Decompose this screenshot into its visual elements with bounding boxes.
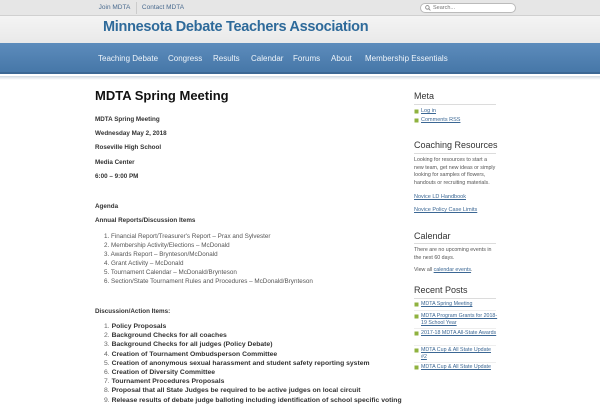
recent-post-link[interactable]: MDTA Spring Meeting: [421, 301, 473, 307]
post-location: Roseville High School: [95, 144, 162, 151]
join-mdta-link[interactable]: Join MDTA: [93, 2, 137, 14]
recent-post-item[interactable]: [414, 313, 498, 328]
recent-posts-title: Recent Posts: [414, 285, 468, 295]
site-title[interactable]: Minnesota Debate Teachers Association: [103, 19, 369, 35]
recent-post-link[interactable]: MDTA Cup & All State Update: [421, 364, 491, 370]
recent-post-item[interactable]: [414, 301, 498, 308]
comments-rss-label: Comments RSS: [421, 117, 461, 123]
post-room: Media Center: [95, 159, 135, 166]
list-item: Tournament Calendar – McDonald/Brynteson: [110, 269, 237, 277]
recent-post-item[interactable]: [414, 330, 498, 337]
recent-post-item[interactable]: [414, 347, 498, 362]
recent-post-item[interactable]: [414, 364, 498, 371]
list-item: Financial Report/Treasurer's Report – Prax and Sylvester: [111, 233, 271, 240]
nav-item-congress[interactable]: Congress: [168, 54, 203, 63]
list-item: Grant Activity – McDonald: [111, 260, 184, 268]
nav-item-forums[interactable]: Forums: [293, 54, 321, 63]
bullet-icon: [414, 365, 419, 370]
bullet-icon: [414, 302, 419, 307]
calendar-events-link[interactable]: calendar events: [433, 267, 472, 273]
agenda-label: Agenda: [95, 203, 119, 210]
calendar-widget-title: Calendar: [414, 231, 451, 241]
divider: [414, 243, 496, 244]
main-nav: [0, 43, 600, 74]
log-in-label: Log in: [421, 108, 436, 114]
list-item: Policy Proposals: [111, 323, 167, 330]
calendar-view-all: [414, 267, 496, 275]
coaching-resources-text: Looking for resources to start a new team, get new ideas or simply looking for samples of flowers, handouts or recruiting materials.: [414, 157, 496, 186]
bullet-icon: [414, 118, 419, 123]
novice-policy-case-limits-link[interactable]: Novice Policy Case Limits: [414, 207, 478, 213]
nav-item-results[interactable]: Results: [213, 54, 240, 63]
list-item: Release results of debate judge balloting including identification of school specific voting: [111, 396, 402, 404]
divider: [414, 362, 496, 363]
view-all-suffix: .: [471, 267, 473, 273]
list-item: Background Checks for all judges (Policy Debate): [111, 341, 273, 349]
divider: [414, 153, 496, 154]
list-item: Awards Report – Brynteson/McDonald: [110, 251, 218, 259]
nav-item-teaching-debate[interactable]: Teaching Debate: [98, 54, 159, 63]
post-title: MDTA Spring Meeting: [95, 88, 229, 103]
bullet-icon: [414, 348, 419, 353]
view-all-prefix: View all: [414, 267, 434, 273]
novice-ld-handbook-link[interactable]: Novice LD Handbook: [414, 194, 466, 200]
contact-mdta-link[interactable]: Contact MDTA: [141, 4, 185, 11]
bullet-icon: [414, 109, 419, 114]
list-item: Tournament Procedures Proposals: [111, 378, 225, 386]
list-item: Creation of Tournament Ombudsperson Committee: [111, 350, 278, 358]
post-date: Wednesday May 2, 2018: [95, 130, 167, 137]
annual-reports-label: Annual Reports/Discussion Items: [95, 217, 196, 224]
action-items-list: [104, 322, 402, 405]
search-input[interactable]: [433, 4, 513, 12]
discussion-action-label: Discussion/Action Items:: [95, 308, 171, 315]
divider: [414, 345, 496, 346]
annual-reports-list: [104, 232, 313, 287]
list-item: Creation of Diversity Committee: [111, 369, 216, 377]
list-item: Membership Activity/Elections – McDonald: [111, 242, 230, 250]
meta-widget-title: Meta: [414, 91, 435, 101]
divider: [414, 104, 496, 105]
list-item: Creation of anonymous sexual harassment and student safety reporting system: [111, 359, 370, 367]
nav-item-about[interactable]: About: [331, 54, 352, 63]
log-in-link[interactable]: [414, 108, 436, 115]
list-item: Background Checks for all coaches: [111, 332, 227, 340]
top-utility-bar: [0, 0, 600, 16]
list-item: Section/State Tournament Rules and Procedures – McDonald/Brynteson: [111, 278, 313, 286]
bullet-icon: [414, 331, 419, 336]
post-time: 6:00 – 9:00 PM: [95, 173, 139, 180]
divider: [414, 328, 496, 329]
comments-rss-link[interactable]: [414, 117, 460, 124]
search-box[interactable]: [420, 3, 516, 13]
calendar-text: There are no upcoming events in the next 60 days.: [414, 247, 492, 261]
recent-post-link[interactable]: MDTA Program Grants for 2018-19 School Year: [421, 313, 498, 327]
nav-item-membership-essentials[interactable]: Membership Essentials: [365, 54, 448, 63]
divider: [414, 298, 496, 299]
bullet-icon: [414, 314, 419, 319]
divider: [414, 310, 496, 311]
coaching-resources-title: Coaching Resources: [414, 140, 498, 150]
recent-post-link[interactable]: MDTA Cup & All State Update #2: [421, 347, 491, 361]
search-icon: [425, 5, 431, 11]
post-subtitle: MDTA Spring Meeting: [95, 116, 160, 123]
list-item: Proposal that all State Judges be required to be active judges on local circuit: [111, 387, 361, 395]
nav-shadow: [0, 76, 600, 80]
nav-item-calendar[interactable]: Calendar: [251, 54, 284, 63]
recent-post-link[interactable]: 2017-18 MDTA All-State Awards: [421, 330, 497, 336]
